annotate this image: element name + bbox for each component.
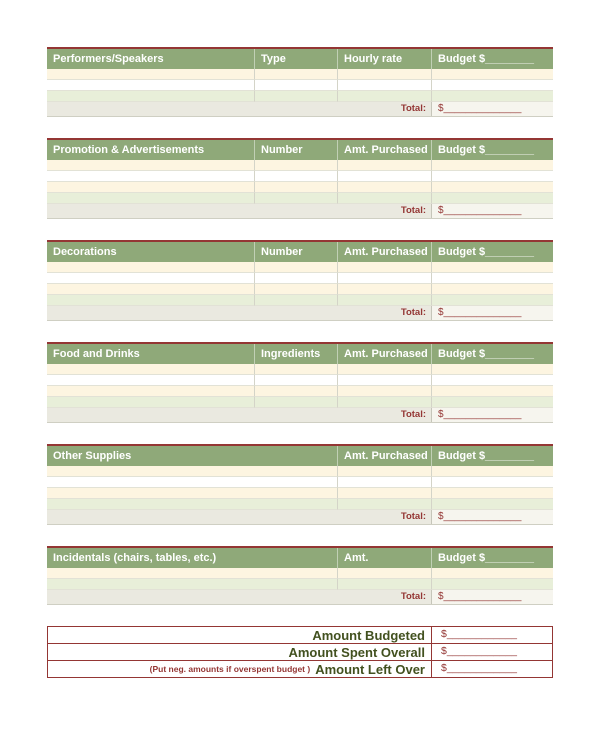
total-label: Total: <box>47 590 432 604</box>
column-header: Decorations <box>47 242 255 262</box>
total-amount-field[interactable]: $______________ <box>432 306 553 320</box>
input-cell[interactable] <box>255 193 338 204</box>
table-row <box>47 160 553 171</box>
column-header: Other Supplies <box>47 446 338 466</box>
input-cell[interactable] <box>47 182 255 193</box>
summary-box <box>47 626 553 678</box>
input-cell[interactable] <box>255 273 338 284</box>
section-performers-speakers <box>47 47 553 117</box>
table-row <box>47 69 553 80</box>
input-cell[interactable] <box>338 69 432 80</box>
input-cell[interactable] <box>432 477 553 488</box>
input-cell[interactable] <box>432 182 553 193</box>
total-amount-field[interactable]: $______________ <box>432 204 553 218</box>
input-cell[interactable] <box>47 466 338 477</box>
budget-tables <box>47 47 553 605</box>
table-row <box>47 466 553 477</box>
table-row <box>47 284 553 295</box>
table-header-row <box>47 548 553 568</box>
input-cell[interactable] <box>47 273 255 284</box>
input-cell[interactable] <box>47 568 338 579</box>
summary-label: Amount Budgeted <box>312 627 425 643</box>
total-row <box>47 408 553 423</box>
table-row <box>47 273 553 284</box>
table-row <box>47 579 553 590</box>
column-header: Amt. Purchased <box>338 446 432 466</box>
input-cell[interactable] <box>432 295 553 306</box>
column-header: Amt. Purchased <box>338 242 432 262</box>
input-cell[interactable] <box>338 284 432 295</box>
summary-label-cell <box>48 661 432 677</box>
input-cell[interactable] <box>255 262 338 273</box>
table-header-row <box>47 242 553 262</box>
total-label: Total: <box>47 510 432 524</box>
input-cell[interactable] <box>432 386 553 397</box>
table-header-row <box>47 344 553 364</box>
table-row <box>47 295 553 306</box>
total-amount-field[interactable]: $______________ <box>432 590 553 604</box>
input-cell[interactable] <box>338 80 432 91</box>
input-cell[interactable] <box>338 262 432 273</box>
total-row <box>47 590 553 605</box>
input-cell[interactable] <box>255 160 338 171</box>
total-amount-field[interactable]: $______________ <box>432 102 553 116</box>
input-cell[interactable] <box>255 386 338 397</box>
input-cell[interactable] <box>338 488 432 499</box>
table-row <box>47 91 553 102</box>
column-header: Number <box>255 242 338 262</box>
input-cell[interactable] <box>432 284 553 295</box>
column-header: Type <box>255 49 338 69</box>
table-row <box>47 477 553 488</box>
column-header: Budget $________ <box>438 53 534 65</box>
input-cell[interactable] <box>338 477 432 488</box>
table-row <box>47 488 553 499</box>
form-content <box>47 47 553 678</box>
total-row <box>47 306 553 321</box>
table-row <box>47 568 553 579</box>
total-label: Total: <box>47 306 432 320</box>
summary-row-spent <box>48 644 552 661</box>
input-cell[interactable] <box>432 579 553 590</box>
input-cell[interactable] <box>338 193 432 204</box>
total-amount-field[interactable]: $______________ <box>432 510 553 524</box>
column-header: Budget $________ <box>438 246 534 258</box>
input-cell[interactable] <box>255 80 338 91</box>
input-cell[interactable] <box>47 193 255 204</box>
table-row <box>47 262 553 273</box>
input-cell[interactable] <box>432 364 553 375</box>
input-cell[interactable] <box>255 69 338 80</box>
input-cell[interactable] <box>432 488 553 499</box>
total-label: Total: <box>47 102 432 116</box>
column-header: Hourly rate <box>338 49 432 69</box>
section-food-and-drinks <box>47 342 553 423</box>
summary-amount-field[interactable]: $____________ <box>441 662 517 674</box>
section-incidentals <box>47 546 553 605</box>
column-header: Performers/Speakers <box>47 49 255 69</box>
input-cell[interactable] <box>47 171 255 182</box>
input-cell[interactable] <box>255 182 338 193</box>
input-cell[interactable] <box>432 397 553 408</box>
total-row <box>47 102 553 117</box>
total-row <box>47 204 553 219</box>
column-header: Incidentals (chairs, tables, etc.) <box>47 548 338 568</box>
input-cell[interactable] <box>47 375 255 386</box>
table-header-row <box>47 49 553 69</box>
input-cell[interactable] <box>432 171 553 182</box>
summary-label: Amount Spent Overall <box>288 644 425 660</box>
total-label: Total: <box>47 204 432 218</box>
input-cell[interactable] <box>47 262 255 273</box>
input-cell[interactable] <box>432 499 553 510</box>
section-decorations <box>47 240 553 321</box>
input-cell[interactable] <box>338 397 432 408</box>
input-cell[interactable] <box>432 193 553 204</box>
summary-label: Amount Left Over <box>315 661 425 677</box>
summary-note: (Put neg. amounts if overspent budget ) <box>149 664 311 674</box>
table-header-row <box>47 140 553 160</box>
table-row <box>47 386 553 397</box>
table-row <box>47 397 553 408</box>
input-cell[interactable] <box>47 69 255 80</box>
input-cell[interactable] <box>432 160 553 171</box>
input-cell[interactable] <box>47 477 338 488</box>
column-header: Budget $________ <box>438 348 534 360</box>
section-other-supplies <box>47 444 553 525</box>
input-cell[interactable] <box>338 579 432 590</box>
input-cell[interactable] <box>47 397 255 408</box>
summary-row-budgeted <box>48 627 552 644</box>
column-header: Promotion & Advertisements <box>47 140 255 160</box>
total-amount-field[interactable]: $______________ <box>432 408 553 422</box>
input-cell[interactable] <box>47 386 255 397</box>
input-cell[interactable] <box>255 171 338 182</box>
column-header: Amt. Purchased <box>338 140 432 160</box>
input-cell[interactable] <box>47 295 255 306</box>
column-header: Amt. <box>338 548 432 568</box>
column-header: Budget $________ <box>438 450 534 462</box>
input-cell[interactable] <box>255 397 338 408</box>
input-cell[interactable] <box>432 80 553 91</box>
input-cell[interactable] <box>338 375 432 386</box>
summary-row-left-over <box>48 661 552 677</box>
summary-label-cell <box>48 644 432 660</box>
summary-amount-field[interactable]: $____________ <box>441 628 517 640</box>
column-header: Budget $________ <box>438 552 534 564</box>
input-cell[interactable] <box>255 91 338 102</box>
total-label: Total: <box>47 408 432 422</box>
input-cell[interactable] <box>338 568 432 579</box>
input-cell[interactable] <box>338 160 432 171</box>
input-cell[interactable] <box>432 69 553 80</box>
table-row <box>47 80 553 91</box>
summary-label-cell <box>48 627 432 643</box>
input-cell[interactable] <box>432 91 553 102</box>
table-header-row <box>47 446 553 466</box>
input-cell[interactable] <box>432 375 553 386</box>
table-row <box>47 193 553 204</box>
input-cell[interactable] <box>338 182 432 193</box>
input-cell[interactable] <box>255 284 338 295</box>
column-header: Ingredients <box>255 344 338 364</box>
table-row <box>47 364 553 375</box>
table-row <box>47 375 553 386</box>
input-cell[interactable] <box>47 499 338 510</box>
input-cell[interactable] <box>255 375 338 386</box>
column-header: Amt. Purchased <box>338 344 432 364</box>
input-cell[interactable] <box>47 160 255 171</box>
input-cell[interactable] <box>338 499 432 510</box>
input-cell[interactable] <box>338 364 432 375</box>
input-cell[interactable] <box>47 91 255 102</box>
input-cell[interactable] <box>255 295 338 306</box>
input-cell[interactable] <box>432 273 553 284</box>
column-header: Budget $________ <box>438 144 534 156</box>
input-cell[interactable] <box>255 364 338 375</box>
table-row <box>47 182 553 193</box>
input-cell[interactable] <box>338 273 432 284</box>
input-cell[interactable] <box>432 466 553 477</box>
input-cell[interactable] <box>432 262 553 273</box>
total-row <box>47 510 553 525</box>
input-cell[interactable] <box>47 579 338 590</box>
column-header: Number <box>255 140 338 160</box>
input-cell[interactable] <box>338 386 432 397</box>
input-cell[interactable] <box>338 466 432 477</box>
input-cell[interactable] <box>432 568 553 579</box>
input-cell[interactable] <box>47 284 255 295</box>
input-cell[interactable] <box>47 80 255 91</box>
table-row <box>47 171 553 182</box>
table-row <box>47 499 553 510</box>
input-cell[interactable] <box>338 171 432 182</box>
section-promotion-advertisements <box>47 138 553 219</box>
column-header: Food and Drinks <box>47 344 255 364</box>
input-cell[interactable] <box>338 295 432 306</box>
input-cell[interactable] <box>47 364 255 375</box>
input-cell[interactable] <box>47 488 338 499</box>
summary-amount-field[interactable]: $____________ <box>441 645 517 657</box>
input-cell[interactable] <box>338 91 432 102</box>
